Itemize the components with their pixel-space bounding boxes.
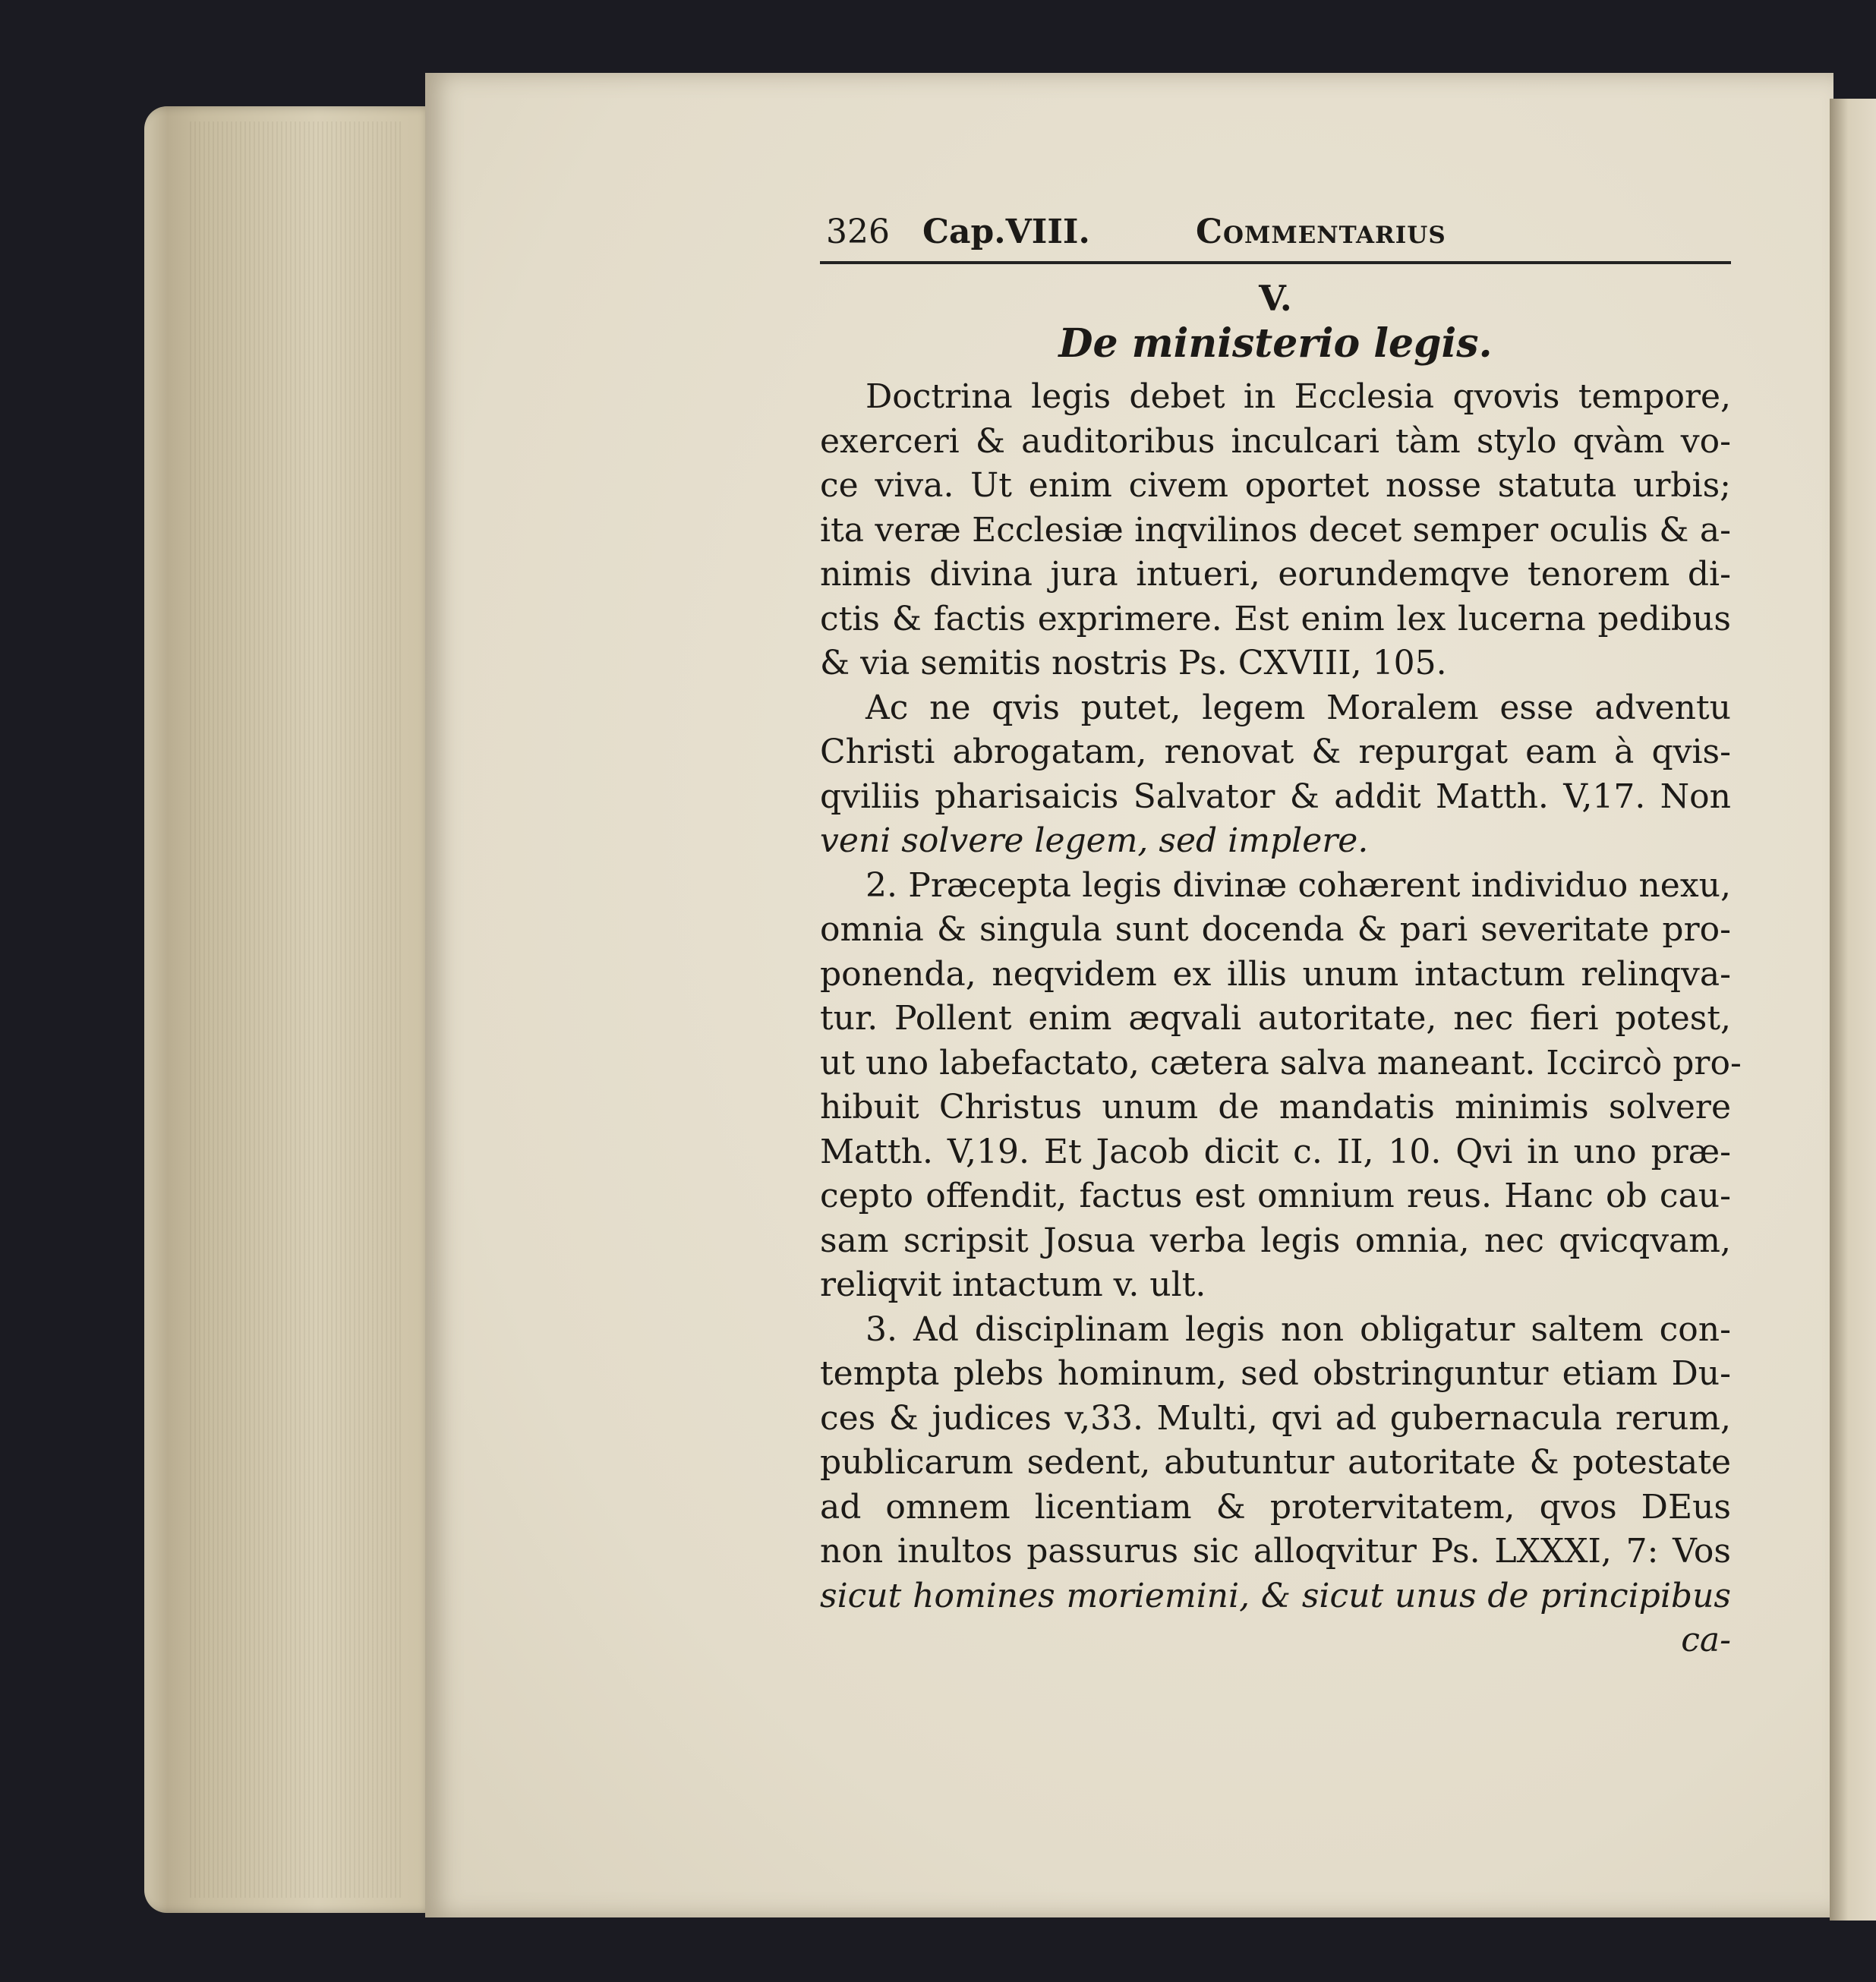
text-line: veni solvere legem, sed implere. bbox=[820, 821, 1369, 860]
paragraph-1 bbox=[820, 375, 1731, 686]
text-line: qviliis pharisaicis Salvator & addit Matth. V,17. Non bbox=[820, 777, 1731, 816]
page-text bbox=[820, 213, 1742, 1663]
text-line: ad omnem licentiam & protervitatem, qvos DEus bbox=[820, 1487, 1731, 1527]
head-rule bbox=[820, 261, 1731, 264]
text-line: sam scripsit Josua verba legis omnia, nec qvicqvam, bbox=[820, 1221, 1731, 1260]
text-line: ctis & factis exprimere. Est enim lex lucerna pedibus bbox=[820, 599, 1731, 638]
text-line: ponenda, neqvidem ex illis unum intactum relinqva- bbox=[820, 954, 1731, 994]
paragraph-2 bbox=[820, 686, 1731, 864]
text-line: omnia & singula sunt docenda & pari severitate pro- bbox=[820, 910, 1731, 949]
text-line: Doctrina legis debet in Ecclesia qvovis tempore, bbox=[865, 377, 1731, 416]
catchword: ca- bbox=[1681, 1621, 1731, 1659]
text-line: ita veræ Ecclesiæ inqvilinos decet semper oculis & a- bbox=[820, 510, 1731, 550]
text-line: ces & judices v,33. Multi, qvi ad gubernacula rerum, bbox=[820, 1398, 1731, 1438]
text-line: & via semitis nostris Ps. CXVIII, 105. bbox=[820, 644, 1447, 682]
text-line: tur. Pollent enim æqvali autoritate, nec fieri potest, bbox=[820, 999, 1731, 1038]
text-line: Christi abrogatam, renovat & repurgat eam à qvis- bbox=[820, 733, 1731, 771]
text-line: nimis divina jura intueri, eorundemqve tenorem di- bbox=[820, 555, 1731, 594]
text-line: 3. Ad disciplinam legis non obligatur saltem con- bbox=[865, 1309, 1731, 1349]
paragraph-4 bbox=[820, 1308, 1731, 1619]
text-line: cepto offendit, factus est omnium reus. Hanc ob cau- bbox=[820, 1177, 1731, 1215]
text-line: 2. Præcepta legis divinæ cohærent individuo nexu, bbox=[865, 865, 1731, 905]
text-line: publicarum sedent, abutuntur autoritate & potestate bbox=[820, 1443, 1731, 1482]
text-line: sicut homines moriemini, & sicut unus de principibus bbox=[820, 1576, 1731, 1615]
paragraph-3 bbox=[820, 864, 1742, 1308]
text-line: ut uno labefactato, cætera salva maneant. Iccircò pro- bbox=[820, 1043, 1742, 1082]
text-line: tempta plebs hominum, sed obstringuntur etiam Du- bbox=[820, 1354, 1731, 1393]
book-page-edges bbox=[144, 106, 433, 1913]
section-title: De ministerio legis. bbox=[1058, 320, 1493, 367]
chapter-label: Cap.VIII. bbox=[922, 213, 1090, 251]
facing-page-edge bbox=[1830, 99, 1876, 1921]
page-number: 326 bbox=[826, 213, 890, 251]
text-line: exerceri & auditoribus inculcari tàm stylo qvàm vo- bbox=[820, 421, 1731, 461]
text-line: Ac ne qvis putet, legem Moralem esse adventu bbox=[865, 688, 1731, 727]
text-line: non inultos passurus sic alloqvitur Ps. LXXXI, 7: Vos bbox=[820, 1532, 1731, 1571]
text-line: Matth. V,19. Et Jacob dicit c. II, 10. Qvi in uno præ- bbox=[820, 1132, 1731, 1171]
text-line: reliqvit intactum v. ult. bbox=[820, 1265, 1206, 1304]
text-line: hibuit Christus unum de mandatis minimis solvere bbox=[820, 1088, 1731, 1126]
text-line: ce viva. Ut enim civem oportet nosse statuta urbis; bbox=[820, 466, 1731, 505]
section-number: V. bbox=[1259, 278, 1292, 319]
running-head bbox=[820, 213, 1731, 258]
running-title: Commentarius bbox=[1196, 213, 1446, 251]
